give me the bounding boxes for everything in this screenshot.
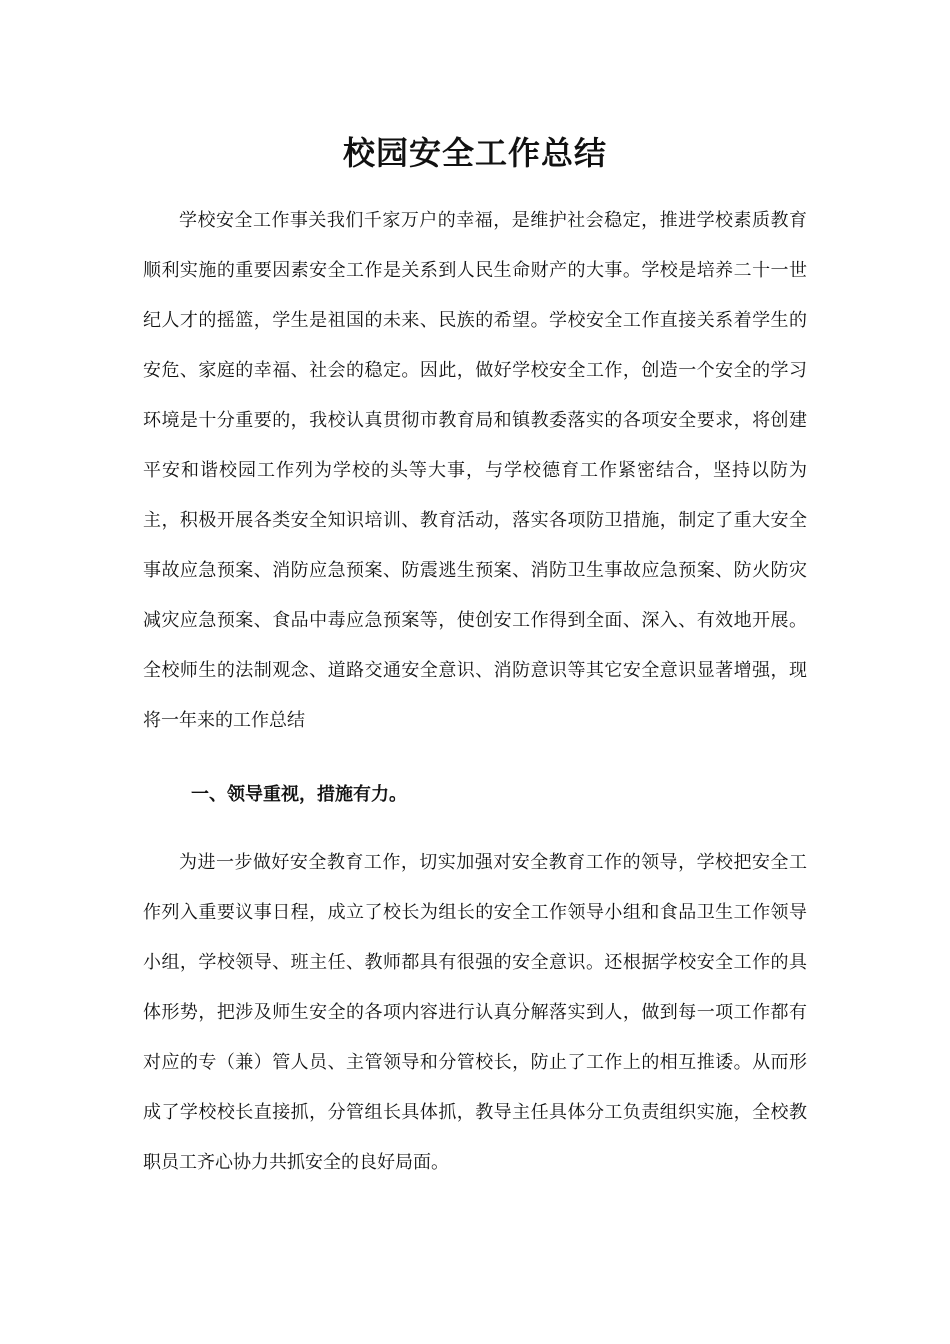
section-heading: 一、领导重视，措施有力。 [191, 784, 407, 805]
section-paragraph-block [143, 838, 807, 1188]
section-paragraph: 为进一步做好安全教育工作，切实加强对安全教育工作的领导，学校把安全工作列入重要议事日程，成立了校长为组长的安全工作领导小组和食品卫生工作领导小组，学校领导、班主任、教师都具有很强的安全意识。还根据学校安全工作的具体形势，把涉及师生安全的各项内容进行认真分解落实到人，做到每一项工作都有对应的专（兼）管人员、主管领导和分管校长，防止了工作上的相互推诿。从而形成了学校校长直接抓，分管组长具体抓，教导主任具体分工负责组织实施，全校教职员工齐心协力共抓安全的良好局面。 [143, 852, 807, 1173]
intro-paragraph-block [143, 196, 807, 746]
intro-paragraph: 学校安全工作事关我们千家万户的幸福，是维护社会稳定，推进学校素质教育顺利实施的重要因素安全工作是关系到人民生命财产的大事。学校是培养二十一世纪人才的摇篮，学生是祖国的未来、民族的希望。学校安全工作直接关系着学生的安危、家庭的幸福、社会的稳定。因此，做好学校安全工作，创造一个安全的学习环境是十分重要的，我校认真贯彻市教育局和镇教委落实的各项安全要求，将创建平安和谐校园工作列为学校的头等大事，与学校德育工作紧密结合，坚持以防为主，积极开展各类安全知识培训、教育活动，落实各项防卫措施，制定了重大安全事故应急预案、消防应急预案、防震逃生预案、消防卫生事故应急预案、防火防灾减灾应急预案、食品中毒应急预案等，使创安工作得到全面、深入、有效地开展。全校师生的法制观念、道路交通安全意识、消防意识等其它安全意识显著增强，现将一年来的工作总结 [143, 210, 807, 731]
document-title: 校园安全工作总结 [342, 134, 607, 172]
